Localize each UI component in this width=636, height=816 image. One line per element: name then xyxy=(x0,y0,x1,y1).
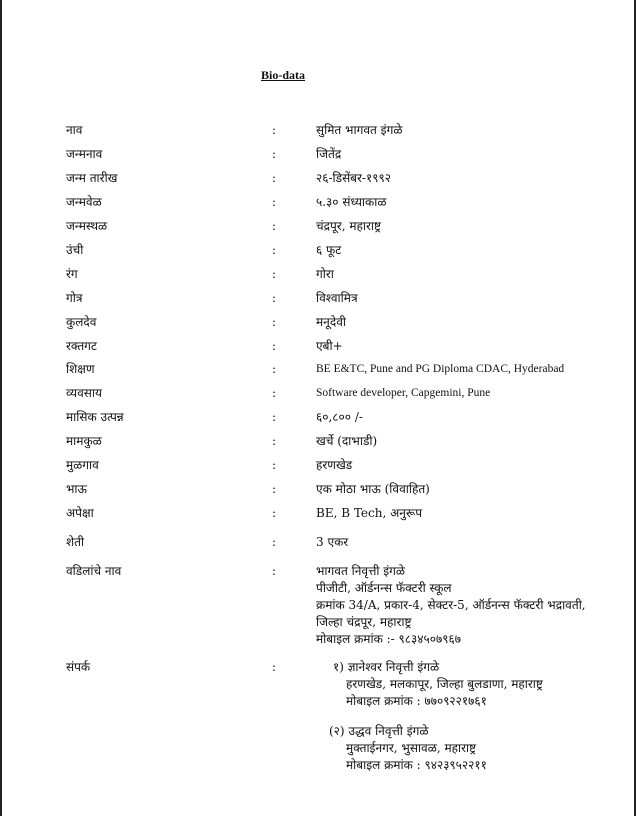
label-education: शिक्षण xyxy=(66,362,95,376)
label-blood-group: रक्तगट xyxy=(66,339,97,353)
value-birth-name: जितेंद्र xyxy=(316,147,342,161)
label-farmland: शेती xyxy=(66,535,85,549)
separator: : xyxy=(272,434,277,448)
value-native-village: हरणखेड xyxy=(316,458,353,472)
value-birth-date: २६-डिसेंबर-१९९२ xyxy=(316,171,391,185)
label-brother: भाऊ xyxy=(66,482,87,496)
label-contact: संपर्क xyxy=(66,660,91,674)
label-expectation: अपेक्षा xyxy=(66,506,94,520)
separator: : xyxy=(272,386,277,400)
label-father-name: वडिलांचे नाव xyxy=(66,564,122,578)
value-complexion: गोरा xyxy=(316,267,334,281)
label-kuldev: कुलदेव xyxy=(66,315,97,329)
label-gotra: गोत्र xyxy=(66,291,83,305)
separator: : xyxy=(272,660,277,674)
label-native-village: मुळगाव xyxy=(66,458,99,472)
separator: : xyxy=(272,482,277,496)
value-occupation: Software developer, Capgemini, Pune xyxy=(316,387,491,399)
label-maternal-family: मामकुळ xyxy=(66,434,102,448)
contact-1-address: हरणखेड, मलकापूर, जिल्हा बुलडाणा, महाराष्ट्र xyxy=(346,677,543,691)
contact-1-name: १) ज्ञानेश्वर निवृत्ती इंगळे xyxy=(333,660,440,674)
separator: : xyxy=(272,458,277,472)
separator: : xyxy=(272,195,277,209)
value-birth-place: चंद्रपूर, महाराष्ट्र xyxy=(316,219,382,233)
father-name-line: भागवत निवृत्ती इंगळे xyxy=(316,564,406,578)
separator: : xyxy=(272,267,277,281)
value-monthly-income: ६०,८०० /- xyxy=(316,410,363,424)
label-birth-date: जन्म तारीख xyxy=(66,171,118,185)
father-job-line: पीजीटी, ऑर्डनन्स फॅक्टरी स्कूल xyxy=(316,581,452,595)
separator: : xyxy=(272,219,277,233)
label-birth-time: जन्मवेळ xyxy=(66,195,102,209)
separator: : xyxy=(272,147,277,161)
value-name: सुमित भागवत इंगळे xyxy=(316,123,403,137)
value-farmland: 3 एकर xyxy=(316,535,349,549)
value-birth-time: ५.३० संध्याकाळ xyxy=(316,195,387,209)
value-kuldev: मनूदेवी xyxy=(316,315,346,329)
value-gotra: विश्वामित्र xyxy=(316,291,358,305)
contact-2-mobile: मोबाइल क्रमांक : ९४२३९५२२११ xyxy=(346,758,487,772)
separator: : xyxy=(272,564,277,578)
contact-2-address: मुक्ताईनगर, भुसावळ, महाराष्ट्र xyxy=(346,741,477,755)
value-expectation: BE, B Tech, अनुरूप xyxy=(316,506,423,520)
separator: : xyxy=(272,291,277,305)
separator: : xyxy=(272,535,277,549)
contact-2-name: (२) उद्धव निवृत्ती इंगळे xyxy=(329,724,429,738)
document-title: Bio-data xyxy=(261,68,306,82)
father-mobile-line: मोबाइल क्रमांक :- ९८३४५०७९६७ xyxy=(316,632,461,646)
value-height: ६ फूट xyxy=(316,243,342,257)
father-district-line: जिल्हा चंद्रपूर, महाराष्ट्र xyxy=(316,615,412,629)
value-education: BE E&TC, Pune and PG Diploma CDAC, Hyderabad xyxy=(316,363,565,375)
label-birth-place: जन्मस्थळ xyxy=(66,219,108,233)
separator: : xyxy=(272,339,277,353)
label-birth-name: जन्मनाव xyxy=(66,147,103,161)
father-address-line: क्रमांक 34/A, प्रकार-4, सेक्टर-5, ऑर्डनन्स फॅक्टरी भद्रावती, xyxy=(316,598,586,612)
label-height: उंची xyxy=(66,243,84,257)
separator: : xyxy=(272,315,277,329)
contact-1-mobile: मोबाइल क्रमांक : ७७०९२२१७६१ xyxy=(346,694,487,708)
separator: : xyxy=(272,362,277,376)
label-complexion: रंग xyxy=(66,267,78,281)
value-maternal-family: खर्चे (दाभाडी) xyxy=(316,434,378,448)
label-name: नाव xyxy=(66,123,83,137)
separator: : xyxy=(272,243,277,257)
separator: : xyxy=(272,123,277,137)
value-blood-group: एबी+ xyxy=(316,339,343,353)
separator: : xyxy=(272,506,277,520)
separator: : xyxy=(272,410,277,424)
separator: : xyxy=(272,171,277,185)
label-monthly-income: मासिक उत्पन्न xyxy=(66,410,124,424)
label-occupation: व्यवसाय xyxy=(66,386,102,400)
value-brother: एक मोठा भाऊ (विवाहित) xyxy=(316,482,430,496)
